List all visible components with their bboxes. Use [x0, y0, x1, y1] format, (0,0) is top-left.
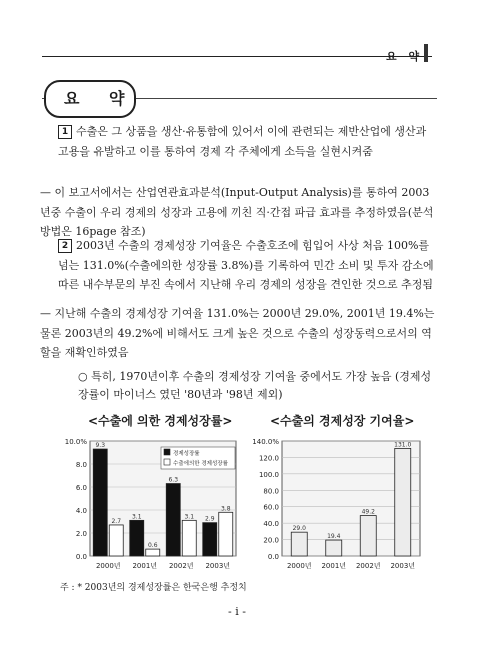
y-tick-label: 40.0	[263, 520, 279, 529]
y-tick-label: 0.0	[267, 553, 279, 561]
chart-growth-rate	[54, 433, 244, 578]
header-section: 요 약	[386, 50, 424, 63]
x-tick-label: 2003년	[390, 562, 416, 570]
y-tick-label: 6.0	[75, 484, 87, 492]
y-tick-label: 0.0	[75, 553, 87, 561]
y-tick-label: 120.0	[258, 454, 279, 463]
bar	[291, 532, 307, 556]
bar	[182, 520, 196, 556]
footnote: 주 : * 2003년의 경제성장률은 한국은행 추정치	[60, 583, 247, 593]
legend-swatch	[164, 449, 170, 455]
legend-label: 수출에의한 경제성장률	[173, 461, 228, 467]
y-tick-label: 60.0	[263, 503, 279, 512]
bar	[146, 549, 160, 556]
data-label: 49.2	[361, 508, 375, 516]
bullet-item: ○ 특히, 1970년이후 수출의 경제성장 기여율 중에서도 가장 높음 (경제성장률이 마이너스 였던 '80년과 '98년 제외)	[78, 370, 432, 401]
page-title: 요 약	[64, 89, 137, 108]
y-tick-label: 20.0	[263, 536, 279, 545]
y-tick-label: 10.0%	[64, 438, 87, 446]
chart-1-title: <수출에 의한 경제성장률>	[88, 414, 233, 428]
x-tick-label: 2000년	[95, 562, 121, 570]
item-1	[58, 122, 436, 161]
page-number: - i -	[228, 605, 246, 618]
x-tick-label: 2002년	[355, 562, 381, 570]
item-text: 2003년 수출의 경제성장 기여율은 수출호조에 힘입어 사상 처음 100%를 넘는 131.0%(수출에의한 성장률 3.8%)를 기록하여 민간 소비 및 투자 감소에 따른 내수부문의 부진 속에서 지난해 우리 경제의 성장을 견인한 것으로 추정됨	[58, 239, 434, 292]
y-tick-label: 4.0	[75, 507, 87, 515]
bar	[219, 512, 233, 556]
data-label: 3.1	[184, 513, 195, 521]
y-tick-label: 8.0	[75, 461, 87, 469]
item-2	[58, 236, 436, 295]
data-label: 131.0	[394, 441, 412, 449]
chart-contribution	[246, 433, 428, 578]
data-label: 2.7	[111, 517, 122, 525]
data-label: 3.8	[220, 505, 231, 513]
bar	[109, 525, 123, 556]
data-label: 29.0	[292, 525, 306, 533]
data-label: 9.3	[95, 442, 106, 450]
x-tick-label: 2000년	[286, 562, 312, 570]
chart-2-title: <수출의 경제성장 기여율>	[270, 414, 415, 428]
x-tick-label: 2001년	[132, 562, 158, 570]
header-bar	[424, 44, 428, 62]
y-tick-label: 80.0	[263, 487, 279, 496]
x-tick-label: 2002년	[168, 562, 194, 570]
dash-item-1: — 이 보고서에서는 산업연관효과분석(Input-Output Analysis)를 통하여 2003년중 수출이 우리 경제의 성장과 고용에 끼친 직·간접 파급 효과를 추정하였음(분석방법은 16page 참조)	[40, 186, 434, 239]
dash-item-2: — 지난해 수출의 경제성장 기여율 131.0%는 2000년 29.0%, 2001년 19.4%는 물론 2003년의 49.2%에 비해서도 크게 높은 것으로 수출의 성장동력으로서의 역할을 재확인하였음	[40, 307, 435, 360]
bar	[93, 449, 107, 556]
legend-swatch	[164, 459, 170, 465]
data-label: 19.4	[327, 533, 341, 541]
header-rule	[42, 56, 432, 57]
legend-label: 경제성장률	[173, 451, 200, 457]
bar	[360, 516, 376, 556]
item-number: 2	[58, 239, 72, 253]
bar	[326, 540, 342, 556]
data-label: 2.9	[204, 515, 215, 523]
bar	[395, 448, 411, 556]
item-number: 1	[58, 125, 72, 139]
data-label: 0.6	[147, 542, 158, 550]
bar	[203, 523, 217, 556]
bar	[166, 484, 180, 556]
x-tick-label: 2003년	[205, 562, 231, 570]
item-text: 수출은 그 상품을 생산·유통함에 있어서 이에 관련되는 제반산업에 생산과 고용을 유발하고 이를 통하여 경제 각 주체에게 소득을 실현시켜줌	[58, 125, 427, 158]
y-tick-label: 100.0	[258, 470, 279, 479]
y-tick-label: 2.0	[75, 530, 87, 538]
y-tick-label: 140.0%	[252, 438, 279, 446]
data-label: 3.1	[131, 513, 142, 521]
x-tick-label: 2001년	[321, 562, 347, 570]
data-label: 6.3	[168, 476, 179, 484]
bar	[130, 520, 144, 556]
